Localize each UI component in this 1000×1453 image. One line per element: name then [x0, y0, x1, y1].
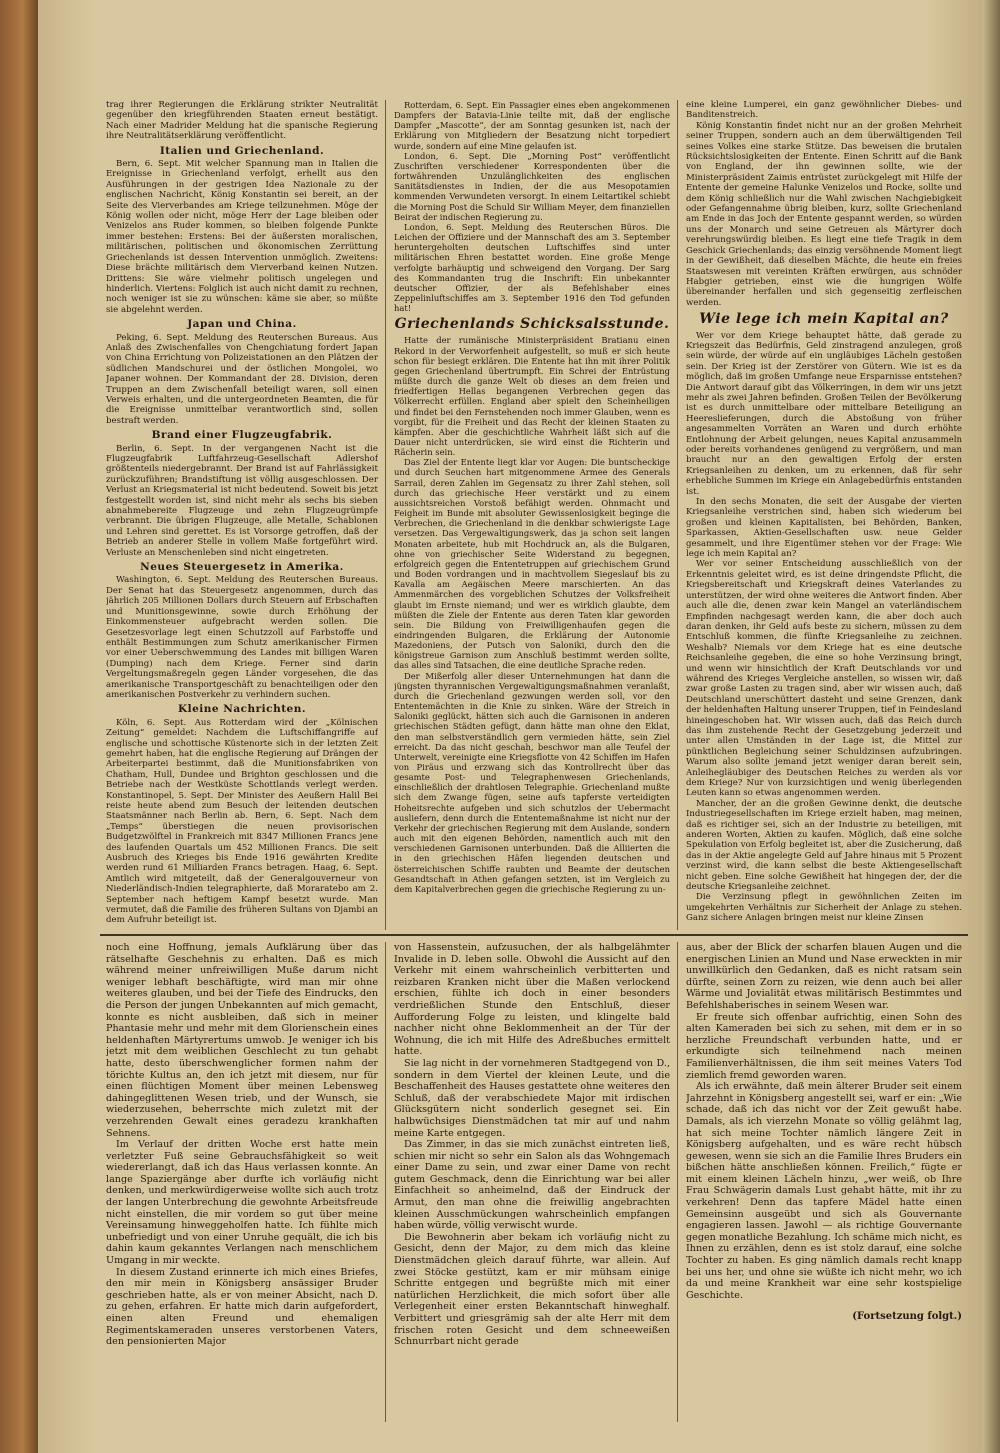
paragraph: Wer vor seiner Entscheidung ausschließlich von der Erkenntnis geleitet wird, es ist deine dringendste Pflicht, die Kriegsbereitschaft und Kriegskraft deines Vaterlandes zu unterstützen, der wird ohne weiteres die Antwort finden. Aber auch alle die, denen zwar kein Mangel an vaterländischem Empfinden nachgesagt werden kann, die aber doch auch daran denken, ihr Geld aufs beste zu sichern, müssen zu dem Entschluß kommen, die fünfte Kriegsanleihe zu zeichnen. Weshalb? Niemals vor dem Kriege hat es eine deutsche Reichsanleihe gegeben, die eine so hohe Verzinsung bringt, und wenn wir hinsichtlich der Kraft Deutschlands vor und während des Krieges Vergleiche anstellen, so wissen wir, daß zwar große Lasten zu tragen sind, aber wir wissen auch, daß Deutschland unerschüttert dasteht und seine Grenzen, dank der heldenhaften Haltung unserer Truppen, tief in Feindesland hineingeschoben hat. Wir wissen auch, daß das Reich durch das ihm zustehende Recht der Gesetzgebung jederzeit und unter allen Umständen in der Lage ist, die Mittel zur pünktlichen Begleichung seiner Schuldzinsen aufzubringen. Warum also sollte jemand jetzt weniger daran bereit sein, Anleihegläubiger des Deutschen Reiches zu werden als vor dem Kriege? Nur von kurzsichtigen und wenig überlegenden Leuten kann so etwas angenommen werden.	[686, 559, 962, 799]
column-rule	[385, 100, 386, 930]
column-rule	[677, 942, 678, 1422]
paragraph: In diesem Zustand erinnerte ich mich eines Briefes, den mir mein in Königsberg ansässiger Bruder geschrieben hatte, als er von meiner Absicht, nach D. zu gehen, erfahren. Er hatte mich darin aufgefordert, einen alten Freund und ehemaligen Regimentskameraden unseres verstorbenen Vaters, den pensionierten Major	[106, 1266, 378, 1348]
paragraph: Das Ziel der Entente liegt klar vor Augen: Die buntscheckige und durch Seuchen hart mitgenommene Armee des Generals Sarrail, deren Zahlen im Gegensatz zu ihrer Zahl stehen, soll durch das griechische Heer verstärkt und zu einem aussichtsreichen Vorstoß befähigt werden. Ohnmacht und Feigheit im Bunde mit absoluter Gewissenlosigkeit beginge die Verbrechen, die Griechenland in die denkbar schwierigste Lage versetzen. Das Vergewaltigungswerk, das ja schon seit langen Monaten arbeitete, hub mit Hochdruck an, als die Bulgaren, ohne von griechischer Seite Widerstand zu begegnen, erfolgreich gegen die Ententetruppen auf griechischem Grund und Boden vordrangen und in machtvollem Siegeslauf bis zu Kavalla am Aegäischen Meere marschierten. An das Ammenmärchen des vorgeblichen Schutzes der Volksfreiheit glaubt im Ernste niemand; und wer es wirklich glaubte, dem müßten die Ziele der Entente aus deren Taten klar geworden sein. Die Bildung von Freiwilligenhaufen gegen die eindringenden Bulgaren, die Erklärung der Autonomie Mazedoniens, der Putsch von Saloniki, durch den die königstreue Garnison zum Anschluß bestimmt werden sollte, das alles sind Tatsachen, die eine deutliche Sprache reden.	[394, 457, 670, 671]
paragraph: Er freute sich offenbar aufrichtig, einen Sohn des alten Kameraden bei sich zu sehen, mit dem er in so herzliche Freundschaft verbunden hatte, und er erkundigte sich teilnehmend nach meinen Familienverhältnissen, die ihm seit meines Vaters Tod ziemlich fremd geworden waren.	[686, 1011, 962, 1081]
paragraph: Berlin, 6. Sept. In der vergangenen Nacht ist die Flugzeugfabrik Luftfahrzeug-Gesellschaft Adlershof größtenteils niedergebrannt. Der Brand ist auf Fahrlässigkeit zurückzuführen; Brandstiftung ist völlig ausgeschlossen. Der Verlust an Kriegsmaterial ist nicht bedeutend. Soweit bis jetzt festgestellt worden ist, sind nicht mehr als sechs bis sieben abnahmebereite Flugzeuge und zehn Flugzeugrümpfe verbrannt. Die übrigen Flugzeuge, alle Metalle, Schablonen und Lehren sind gerettet. Es ist Vorsorge getroffen, daß der Betrieb an anderer Stelle in vollem Maße fortgeführt wird. Verluste an Menschenleben sind nicht eingetreten.	[106, 443, 378, 558]
top-column-1	[106, 100, 378, 926]
bottom-column-3	[686, 942, 962, 1323]
top-column-2	[394, 100, 670, 894]
section-divider	[100, 934, 968, 936]
paragraph: Peking, 6. Sept. Meldung des Reuterschen Bureaus. Aus Anlaß des Zwischenfalles von Chengchiatung fordert Japan von China Errichtung von Polizeistationen an den Plätzen der südlichen Mandschurei und der östlichen Mongolei, wo Japaner wohnen. Der Kommandant der 28. Division, deren Truppen an dem Zwischenfall beteiligt waren, soll einen Verweis erhalten, und die untergeordneten Beamten, die für die Ereignisse unmittelbar verantwortlich sind, sollen bestraft werden.	[106, 332, 378, 426]
paragraph: Die Verzinsung pflegt in gewöhnlichen Zeiten im umgekehrten Verhältnis zur Sicherheit der Anlage zu stehen. Ganz sichere Anlagen bringen meist nur kleine Zinsen	[686, 892, 962, 924]
paragraph: London, 6. Sept. Die „Morning Post“ veröffentlicht Zuschriften verschiedener Korrespondenten über die fortwährenden Unzulänglichkeiten des englischen Sanitätsdienstes in Indien, der die aus Mesopotamien kommenden Verwundeten versorgt. In einem Leitartikel schiebt die Morning Post die Schuld Sir William Meyer, dem finanziellen Beirat der indischen Regierung zu.	[394, 150, 670, 222]
paragraph: noch eine Hoffnung, jemals Aufklärung über das rätselhafte Geschehnis zu erhalten. Daß es mich während meiner unfreiwilligen Muße darum nicht weniger lebhaft beschäftigte, wird man mir ohne weiteres glauben, und bei der Tiefe des Eindrucks, den die Person der jungen Unbekannten auf mich gemacht, konnte es nicht ausbleiben, daß sich in meiner Phantasie mehr und mehr mit dem Glorienschein eines heldenhaften Märtyrertums umwob. Je weniger ich bis jetzt mit dem weiblichen Geschlecht zu tun gehabt hatte, desto überschwenglicher formen nahm der törichte Kultus an, den ich jetzt mit diesem, nur für einen flüchtigen Moment über meinen Lebensweg dahingeglittenen Wesen trieb, und der Wunsch, sie wiederzusehen, beherrschte mich zuletzt mit der verzehrenden Gewalt eines geradezu krankhaften Sehnens.	[106, 942, 378, 1139]
section-heading: Japan und China.	[187, 318, 297, 331]
section-heading: Neues Steuergesetz in Amerika.	[140, 561, 344, 574]
section-heading: Italien und Griechenland.	[159, 144, 325, 157]
newspaper-page	[38, 0, 982, 1453]
paragraph: Bern, 6. Sept. Mit welcher Spannung man in Italien die Ereignisse in Griechenland verfolgt, erhellt aus den Ausführungen in der gestrigen Idea Nazionale zu der englischen Nachricht, König Konstantin sei bereit, an der Seite des Vierverbandes am Kriege teilzunehmen. Möge der König wollen oder nicht, möge Herr der Lage bleiben oder Venizelos ans Ruder kommen, so bleiben folgende Punkte immer bestehen: Erstens: Bei der äußersten moralischen, militärischen, politischen und ökonomischen Zerrüttung Griechenlands ist dessen Intervention unmöglich. Zweitens: Diese brächte militärisch dem Vierverband keinen Nutzen. Drittens: Sie wäre vielmehr politisch ungelegen und hinderlich. Viertens: Folglich ist auch nicht damit zu rechnen, noch weniger ist sie zu wünschen: käme sie aber, so müßte sie abgelehnt werden.	[106, 159, 378, 315]
paragraph: Der Mißerfolg aller dieser Unternehmungen hat dann die jüngsten thyrannischen Vergewaltigungsmaßnahmen veranlaßt, durch die Griechenland gezwungen werden soll, vor den Ententemächten in die Knie zu sinken. Wäre der Streich in Saloniki geglückt, hätten sich auch die Garnisonen in anderen griechischen Städten gefügt, dann hätte man ohne den Eklat, den man selbstverständlich gern vermieden hätte, sein Ziel erreicht. Da das nicht geschah, beschwor man alle Teufel der Unterwelt, vereinigte eine Kriegsflotte von 42 Schiffen im Hafen von Piräus und erzwang sich das Kontrollrecht über das gesamte Post- und Telegraphenwesen Griechenlands, einschließlich der drahtlosen Telegraphie. Griechenland mußte sich dem Zwange fügen, seine aufs tapferste verteidigten Hoheitsrechte aufgeben und sich schutzlos der Uebermacht ausliefern, denn durch die Ententemaßnahme ist nicht nur der Verkehr der griechischen Regierung mit dem Auslande, sondern auch mit den eigenen Behörden, namentlich auch mit den verschiedenen Garnisonen unterbunden. Daß die Alliierten die in den griechischen Häfen liegenden deutschen und österreichischen Schiffe raubten und Beamte der deutschen Gesandtschaft in Athen gefangen setzten, ist im Vergleich zu dem Kapitalverbrechen gegen die griechische Regierung zu un-	[394, 670, 670, 894]
column-rule	[385, 942, 386, 1422]
article-title: Griechenlands Schicksalsstunde.	[394, 316, 670, 333]
paragraph: Als ich erwähnte, daß mein älterer Bruder seit einem Jahrzehnt in Königsberg angestellt sei, warf er ein: „Wie schade, daß ich das nicht vor der Zeit gewußt habe. Damals, als ich vierzehn Monate so völlig gelähmt lag, hat sich meine Tochter nämlich längere Zeit in Königsberg aufgehalten, und es wäre recht hübsch gewesen, wenn sie sich an die Familie Ihres Bruders ein bißchen hätte anschließen können. Freilich,“ fügte er mit einem kleinen Lächeln hinzu, „wer weiß, ob Ihre Frau Schwägerin damals Lust gehabt hätte, mit ihr zu verkehren! Denn das tapfere Mädel hatte einen Gemeinsinn ausgeübt und sich als Gouvernante engagieren lassen. Jawohl — als richtige Gouvernante gegen monatliche Bezahlung. Ich schäme mich nicht, es Ihnen zu erzählen, denn es ist stolz darauf, eine solche Tochter zu haben. Es ging nämlich damals recht knapp bei uns her, und ohne sie wüßte ich nicht mehr, wo ich da und meine Krankheit war eine sehr kostspielige Geschichte.	[686, 1081, 962, 1301]
bottom-column-2	[394, 942, 670, 1348]
paragraph: Wer vor dem Kriege behauptet hätte, daß gerade zu Kriegszeit das Bedürfnis, Geld zinstragend anzulegen, groß sein würde, der würde auf ein ungläubiges Lächeln gestoßen sein. Der Krieg ist der Zerstörer von Gütern. Wie ist es da möglich, daß im großen Umfange neue Ersparnisse entstehen? Die Antwort darauf gibt das Völkerringen, in dem wir uns jetzt mehr als zwei Jahren befinden. Großen Teilen der Bevölkerung ist es durch unmittelbare oder mittelbare Beteiligung an Heereslieferungen, durch die Abstoßung von früher angesammelten Vorräten an Waren und durch erhöhte Entlohnung der Arbeit gelungen, neues Kapital anzusammeln oder bereits vorhandenes genügend zu vergrößern, und man braucht nur an den gewaltigen Erfolg der ersten Kriegsanleihen zu denken, um zu erkennen, daß für sehr erhebliche Summen im Kriege ein Anlagebedürfnis entstanden ist.	[686, 330, 962, 497]
paragraph: Köln, 6. Sept. Aus Rotterdam wird der „Kölnischen Zeitung“ gemeldet: Nachdem die Luftschiffangriffe auf englische und schottische Küstenorte sich in der letzten Zeit gemehrt haben, hat die englische Regierung auf Drängen der Arbeiterpartei bestimmt, daß die Munitionsfabriken von Chatham, Hull, Dundee und Brighton geschlossen und die Betriebe nach der Westküste Schottlands verlegt werden. Konstantinopel, 5. Sept. Der Minister des Aeußern Halil Bei reiste heute abend zum Besuch der leitenden deutschen Staatsmänner nach Berlin ab. Bern, 6. Sept. Nach dem „Temps“ überstiegen die neuen provisorischen Budgetzwölftel in Frankreich mit 8347 Millionen Francs jene des laufenden Quartals um 452 Millionen Francs. Die seit Ausbruch des Krieges bis Ende 1916 gewährten Kredite werden rund 61 Milliarden Francs betragen. Haag, 6. Sept. Amtlich wird mitgeteilt, daß der Generalgouverneur von Niederländisch-Indien telegraphierte, daß Moraratebo am 2. September nach heftigem Kampf besetzt wurde. Man vermutet, daß die Familie des früheren Sultans von Djambi an dem Aufruhr beteiligt ist.	[106, 717, 378, 926]
paragraph: Die Bewohnerin aber bekam ich vorläufig nicht zu Gesicht, denn der Major, zu dem mich das kleine Dienstmädchen gleich darauf führte, war allein. Auf zwei Stöcke gestützt, kam er mir mühsam einige Schritte entgegen und begrüßte mich mit einer natürlichen Herzlichkeit, die mich sofort über alle Verlegenheit einer ersten Bekanntschaft hinweghalf. Verbittert und griesgrämig sah der alte Herr mit dem frischen roten Gesicht und dem schneeweißen Schnurrbart nicht gerade	[394, 1231, 670, 1348]
section-heading: Kleine Nachrichten.	[177, 703, 307, 716]
paragraph: Rotterdam, 6. Sept. Ein Passagier eines eben angekommenen Dampfers der Batavia-Linie teilte mit, daß der englische Dampfer „Mascotte“, der am Sonntag gesunken ist, nach der Erklärung von Mitgliedern der Besatzung nicht torpediert wurde, sondern auf eine Mine gelaufen ist.	[394, 100, 670, 151]
paragraph: Washington, 6. Sept. Meldung des Reuterschen Bureaus. Der Senat hat das Steuergesetz angenommen, durch das jährlich 205 Millionen Dollars durch Steuern auf Erbschaften und Munitionsgewinne, sowie durch Erhöhung der Einkommensteuer aufgebracht werden sollen. Die Gesetzesvorlage legt einen Schutzzoll auf Farbstoffe und enthält Bestimmungen zum Schutz amerikanischer Firmen vor einer Ueberschwemmung des Landes mit billigen Waren (Dumping) nach dem Kriege. Ferner sind darin Vergeltungsmaßregeln gegen Länder vorgesehen, die das amerikanische Transportgeschäft zu benachteiligen oder den amerikanischen Postverkehr zu verhindern suchen.	[106, 575, 378, 700]
paragraph: Das Zimmer, in das sie mich zunächst eintreten ließ, schien mir nicht so sehr ein Salon als das Wohngemach einer Dame zu sein, und zwar einer Dame von recht gutem Geschmack, denn die Einrichtung war bei aller Einfachheit so anheimelnd, daß der Eindruck der Armut, den man ohne die freiwillig angebrachten kleinen Ausschmückungen wahrscheinlich empfangen haben würde, völlig verwischt wurde.	[394, 1139, 670, 1232]
continuation-note: (Fortsetzung folgt.)	[852, 1311, 962, 1323]
paragraph: London, 6. Sept. Meldung des Reuterschen Büros. Die Leichen der Offiziere und der Mannschaft des am 3. September heruntergeholten deutschen Luftschiffes sind unter militärischen Ehren bestattet worden. Eine große Menge verfolgte barhäuptig und schweigend den Vorgang. Der Sarg des Kommandanten trug die Inschrift: Ein unbekannter deutscher Offizier, der als Befehlshaber eines Zeppelinluftschiffes am 3. September 1916 den Tod gefunden hat!	[394, 221, 670, 314]
paragraph: von Hassenstein, aufzusuchen, der als halbgelähmter Invalide in D. leben solle. Obwohl die Aussicht auf den Verkehr mit einem wahrscheinlich verbitterten und reizbaren Kranken nicht über die Maßen verlockend erschien, fühlte ich doch in einer besonders verdrießlichen Stunde den Entschluß, dieser Aufforderung Folge zu leisten, und klingelte bald nachher nicht ohne Beklommenheit an der Tür der Wohnung, die ich mit Hilfe des Adreßbuches ermittelt hatte.	[394, 942, 670, 1058]
paragraph: Im Verlauf der dritten Woche erst hatte mein verletzter Fuß seine Gebrauchsfähigkeit so weit wiedererlangt, daß ich das Haus verlassen konnte. An lange Spaziergänge aber durfte ich vorläufig nicht denken, und merkwürdigerweise wollte sich auch trotz der langen Unterbrechung die gewohnte Arbeitsfreude nicht einstellen, die mir vordem so gut über meine Vereinsamung hinweggeholfen hatte. Ich fühlte mich unbefriedigt und von einer Unruhe gequält, die ich bis dahin kaum gekanntes Verlangen nach menschlichem Umgang in mir weckte.	[106, 1139, 378, 1267]
paragraph: eine kleine Lumperei, ein ganz gewöhnlicher Diebes- und Banditenstreich.	[686, 100, 962, 121]
page-edge	[982, 0, 1000, 1453]
paragraph: Sie lag nicht in der vornehmeren Stadtgegend von D., sondern in dem Viertel der kleinen Leute, und die Beschaffenheit des Hauses gestattete ohne weiteres den Schluß, daß der verabschiedete Major mit irdischen Glücksgütern nicht sonderlich gesegnet sei. Ein halbwüchsiges Dienstmädchen tat mir auf und nahm meine Karte entgegen.	[394, 1057, 670, 1139]
paragraph: Mancher, der an die großen Gewinne denkt, die deutsche Industriegesellschaften im Kriege erzielt haben, mag meinen, daß es richtiger sei, sich an der Industrie zu beteiligen, mit anderen Worten, Aktien zu kaufen. Möglich, daß eine solche Spekulation von Erfolg begleitet ist, aber die Zusicherung, daß das in der Aktie angelegte Geld auf Jahre hinaus mit 5 Prozent verzinst wird, die kann selbst die beste Aktiengesellschaft nicht geben. Eine solche Gewißheit hat hingegen der, der die deutsche Kriegsanleihe zeichnet.	[686, 798, 962, 893]
book-spine	[0, 0, 38, 1453]
top-column-3	[686, 100, 962, 924]
section-heading: Brand einer Flugzeugfabrik.	[151, 429, 333, 442]
bottom-column-1	[106, 942, 378, 1348]
paragraph: Hatte der rumänische Ministerpräsident Bratianu einen Rekord in der Verworfenheit aufgestellt, so muß er sich heute schon für besiegt erklären. Die Entente hat ihn mit ihrer Politik gegen Griechenland übertrumpft. Ein Schrei der Entrüstung müßte durch die ganze Welt ob dieses an dem freien und friedfertigen Hellas begangenen Verbrechen gegen das Völkerrecht erfüllen. England aber spielt den Scheinheiligen und findet bei den Fernstehenden noch immer Glauben, wenn es vorgibt, für die Freiheit und das Recht der kleinen Staaten zu kämpfen. Aber die geschichtliche Wahrheit läßt sich auf die Dauer nicht unterdrücken, sie wird einst die Richterin und Rächerin sein.	[394, 335, 670, 458]
paragraph: aus, aber der Blick der scharfen blauen Augen und die energischen Linien an Mund und Nase erweckten in mir unwillkürlich den Gedanken, daß es nicht ratsam sein dürfte, seinen Zorn zu reizen, wie denn auch bei aller Wärme und Jovialität etwas militärisch Bestimmtes und Befehlshaberisches in seinem Wesen war.	[686, 942, 962, 1011]
paragraph: König Konstantin findet nicht nur an der großen Mehrheit seiner Truppen, sondern auch an dem überwältigenden Teil seines Volkes eine starke Stütze. Das beweisen die brutalen Rücksichtslosigkeiten der Entente. Einen Schritt auf die Bank von England, der ihn gewinnen sollte, wie der Ministerpräsident Zaimis entrüstet zurückgelegt mit Hilfe der Entente der gemeine Halunke Venizelos und Rocke, sollte und dem König schließlich nur die Wahl zwischen Nachgiebigkeit oder Gefangennahme übrig bleiben, kurz, sollte Griechenland am Ende in das Joch der Entente gespannt werden, so würden uns der Monarch und seine Getreuen als Märtyrer doch verehrungswürdig bleiben. Es liegt eine tiefe Tragik in dem Geschick Griechenlands; das einzig versöhnende Moment liegt in der Gewißheit, daß dieselben Mächte, die heute ein freies Staatswesen mit vereinten Kräften erwürgen, aus schnöder Habgier getrieben, einst wie die hungrigen Wölfe übereinander herfallen und sich gegenseitig zerfleischen werden.	[686, 120, 962, 308]
paragraph: trag ihrer Regierungen die Erklärung strikter Neutralität gegenüber den kriegführenden Staaten erneut bestätigt. Nach einer Madrider Meldung hat die spanische Regierung ihre Neutralitätserklärung veröffentlicht.	[106, 100, 378, 142]
article-title: Wie lege ich mein Kapital an?	[699, 311, 949, 328]
paragraph: In den sechs Monaten, die seit der Ausgabe der vierten Kriegsanleihe verstrichen sind, haben sich wiederum bei großen und kleinen Kapitalisten, bei Behörden, Banken, Sparkassen, Aktien-Gesellschaften usw. neue Gelder gesammelt, und ihre Eigentümer stehen vor der Frage: Wie lege ich mein Kapital an?	[686, 497, 962, 560]
column-rule	[677, 100, 678, 930]
